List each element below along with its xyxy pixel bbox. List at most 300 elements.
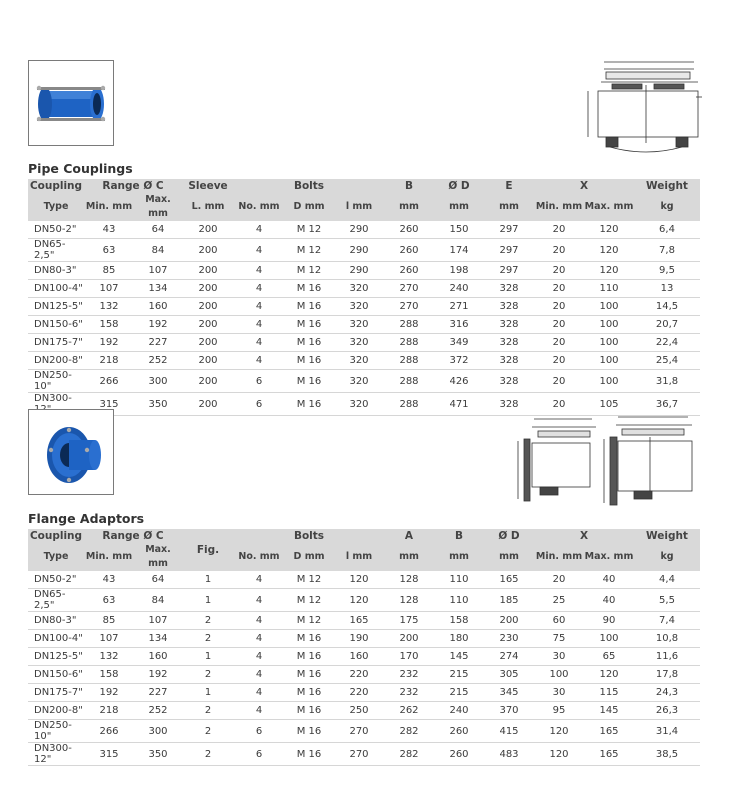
table-cell: 150 (434, 221, 484, 239)
table-cell: 328 (484, 298, 534, 316)
coupling-type-cell: DN65-2,5" (28, 239, 84, 262)
coupling-type-cell: DN80-3" (28, 612, 84, 630)
table-cell: 1 (182, 589, 234, 612)
pipe-coupling-photo (28, 60, 114, 146)
table-cell: 158 (434, 612, 484, 630)
table-cell: 328 (484, 316, 534, 334)
table-cell: 165 (334, 612, 384, 630)
table-cell: M 16 (284, 684, 334, 702)
th-x: X (534, 179, 634, 193)
table-cell: 63 (84, 239, 134, 262)
flange-adaptor-drawing (510, 411, 706, 523)
table-cell: 192 (134, 666, 182, 684)
table-row (28, 370, 700, 393)
table-cell: M 16 (284, 370, 334, 393)
pipe-coupling-drawing (576, 57, 706, 163)
table-cell: 4 (234, 262, 284, 280)
table-cell: 4 (234, 630, 284, 648)
coupling-type-cell: DN150-6" (28, 666, 84, 684)
coupling-type-cell: DN175-7" (28, 334, 84, 352)
th-b: B (434, 529, 484, 543)
table-cell: 274 (484, 648, 534, 666)
table-cell: 20 (534, 334, 584, 352)
table-cell: 345 (484, 684, 534, 702)
table-cell: 282 (384, 743, 434, 766)
table-cell: 25,4 (634, 352, 700, 370)
subheader-cell: mm (434, 543, 484, 571)
table-row (28, 702, 700, 720)
table-cell: 25 (534, 589, 584, 612)
flange-adaptors-table (28, 529, 700, 766)
table-cell: 120 (584, 221, 634, 239)
table-cell: 316 (434, 316, 484, 334)
table-cell: 266 (84, 720, 134, 743)
table-cell: 65 (584, 648, 634, 666)
table-cell: 64 (134, 571, 182, 589)
table-cell: 132 (84, 648, 134, 666)
subheader-cell: mm (384, 543, 434, 571)
table-cell: 43 (84, 571, 134, 589)
table-cell: 110 (584, 280, 634, 298)
table-cell: 145 (584, 702, 634, 720)
table-row (28, 630, 700, 648)
subheader-cell: Type (28, 193, 84, 221)
table-body (28, 221, 700, 416)
table-cell: 4 (234, 280, 284, 298)
table-cell: 22,4 (634, 334, 700, 352)
table-cell: 4 (234, 571, 284, 589)
table-cell: 84 (134, 239, 182, 262)
table-cell: 120 (534, 743, 584, 766)
subheader-cell: D mm (284, 543, 334, 571)
table-cell: 36,7 (634, 393, 700, 416)
table-cell: 174 (434, 239, 484, 262)
table-cell: 266 (84, 370, 134, 393)
table-cell: 1 (182, 684, 234, 702)
coupling-type-cell: DN250-10" (28, 720, 84, 743)
th-range-c: Range Ø C (84, 179, 182, 193)
section-title-flange-adaptors: Flange Adaptors (28, 511, 145, 526)
th-d: Ø D (484, 529, 534, 543)
table-cell: 6 (234, 370, 284, 393)
table-cell: 200 (384, 630, 434, 648)
table-cell: 200 (182, 393, 234, 416)
table-cell: 17,8 (634, 666, 700, 684)
th-d: Ø D (434, 179, 484, 193)
table-cell: 4 (234, 666, 284, 684)
table-cell: 350 (134, 743, 182, 766)
table-cell: 297 (484, 221, 534, 239)
th-e: E (484, 179, 534, 193)
table-cell: 200 (182, 334, 234, 352)
table-cell: 160 (334, 648, 384, 666)
table-cell: 349 (434, 334, 484, 352)
table-cell: 471 (434, 393, 484, 416)
table-cell: 260 (384, 221, 434, 239)
table-cell: 220 (334, 666, 384, 684)
coupling-type-cell: DN80-3" (28, 262, 84, 280)
table-cell: 297 (484, 239, 534, 262)
subheader-cell: D mm (284, 193, 334, 221)
table-cell: 110 (434, 589, 484, 612)
coupling-type-cell: DN300-12" (28, 743, 84, 766)
table-cell: 200 (182, 221, 234, 239)
table-cell: M 12 (284, 239, 334, 262)
table-cell: 252 (134, 352, 182, 370)
table-cell: 160 (134, 648, 182, 666)
table-cell: 328 (484, 393, 534, 416)
table-cell: M 16 (284, 630, 334, 648)
flange-adaptor-photo (28, 409, 114, 495)
table-cell: 75 (534, 630, 584, 648)
table-cell: M 16 (284, 666, 334, 684)
subheader-cell: kg (634, 193, 700, 221)
coupling-type-cell: DN65-2,5" (28, 589, 84, 612)
table-cell: 84 (134, 589, 182, 612)
subheader-cell: Type (28, 543, 84, 571)
table-cell: 38,5 (634, 743, 700, 766)
table-cell: 6 (234, 743, 284, 766)
table-cell: M 16 (284, 743, 334, 766)
table-cell: M 12 (284, 262, 334, 280)
table-cell: 270 (334, 720, 384, 743)
table-cell: 288 (384, 334, 434, 352)
table-cell: 220 (334, 684, 384, 702)
table-cell: 320 (334, 298, 384, 316)
table-cell: M 12 (284, 571, 334, 589)
table-cell: 90 (584, 612, 634, 630)
table-cell: 2 (182, 630, 234, 648)
table-cell: 4 (234, 239, 284, 262)
table-cell: 107 (134, 612, 182, 630)
table-cell: M 12 (284, 221, 334, 239)
th-fig: Fig. (182, 529, 234, 571)
table-cell: 288 (384, 316, 434, 334)
table-cell: 107 (84, 630, 134, 648)
table-cell: 4 (234, 702, 284, 720)
table-cell: 185 (484, 589, 534, 612)
table-cell: 2 (182, 666, 234, 684)
th-weight: Weight (634, 529, 700, 543)
table-cell: 85 (84, 262, 134, 280)
subheader-cell: L. mm (182, 193, 234, 221)
table-cell: 20 (534, 262, 584, 280)
table-cell: 300 (134, 370, 182, 393)
table-cell: 120 (334, 589, 384, 612)
table-cell: 5,5 (634, 589, 700, 612)
table-cell: 30 (534, 648, 584, 666)
table-cell: 120 (584, 262, 634, 280)
table-row (28, 352, 700, 370)
table-cell: 270 (384, 280, 434, 298)
table-cell: 4 (234, 352, 284, 370)
subheader-cell: No. mm (234, 193, 284, 221)
table-cell: 290 (334, 221, 384, 239)
table-cell: 290 (334, 239, 384, 262)
table-cell: 4 (234, 298, 284, 316)
table-cell: 100 (534, 666, 584, 684)
th-sleeve: Sleeve (182, 179, 234, 193)
table-cell: 100 (584, 630, 634, 648)
table-cell: 215 (434, 684, 484, 702)
subheader-row (28, 193, 700, 221)
table-row (28, 720, 700, 743)
table-cell: 198 (434, 262, 484, 280)
table-cell: 200 (182, 298, 234, 316)
table-cell: 262 (384, 702, 434, 720)
table-cell: 132 (84, 298, 134, 316)
table-cell: 4 (234, 316, 284, 334)
coupling-type-cell: DN200-8" (28, 352, 84, 370)
table-cell: 120 (584, 666, 634, 684)
table-row (28, 684, 700, 702)
subheader-cell: Max. mm (584, 543, 634, 571)
table-cell: M 16 (284, 316, 334, 334)
th-coupling: Coupling (29, 530, 83, 542)
table-cell: M 16 (284, 352, 334, 370)
table-cell: 4 (234, 648, 284, 666)
table-cell: 230 (484, 630, 534, 648)
table-cell: 297 (484, 262, 534, 280)
table-cell: 120 (534, 720, 584, 743)
table-cell: 483 (484, 743, 534, 766)
table-cell: 218 (84, 702, 134, 720)
th-bolts: Bolts (234, 179, 384, 193)
subheader-cell: Min. mm (84, 193, 134, 221)
table-cell: 11,6 (634, 648, 700, 666)
table-cell: 200 (182, 316, 234, 334)
table-cell: 4 (234, 334, 284, 352)
table-cell: 7,8 (634, 239, 700, 262)
table-cell: 200 (484, 612, 534, 630)
table-cell: 100 (584, 370, 634, 393)
coupling-type-cell: DN200-8" (28, 702, 84, 720)
table-cell: M 16 (284, 280, 334, 298)
table-cell: 305 (484, 666, 534, 684)
coupling-type-cell: DN175-7" (28, 684, 84, 702)
table-cell: 165 (584, 743, 634, 766)
table-cell: 100 (584, 298, 634, 316)
subheader-cell: No. mm (234, 543, 284, 571)
table-cell: M 16 (284, 298, 334, 316)
table-cell: M 16 (284, 720, 334, 743)
table-cell: 145 (434, 648, 484, 666)
table-cell: 7,4 (634, 612, 700, 630)
subheader-cell: Max. mm (584, 193, 634, 221)
subheader-cell: Min. mm (84, 543, 134, 571)
table-row (28, 612, 700, 630)
table-cell: 192 (134, 316, 182, 334)
table-cell: 85 (84, 612, 134, 630)
table-cell: 175 (384, 612, 434, 630)
th-coupling: Coupling (29, 180, 83, 192)
coupling-type-cell: DN300- (28, 393, 84, 416)
table-cell: 165 (484, 571, 534, 589)
table-cell: 315 (84, 393, 134, 416)
th-a: A (384, 529, 434, 543)
table-cell: 232 (384, 666, 434, 684)
table-row (28, 666, 700, 684)
table-cell: 320 (334, 393, 384, 416)
subheader-cell: Max. mm (134, 193, 182, 221)
table-cell: 134 (134, 630, 182, 648)
subheader-cell: Min. mm (534, 193, 584, 221)
table-cell: 1 (182, 648, 234, 666)
section-title-pipe-couplings: Pipe Couplings (28, 161, 133, 176)
table-cell: 13 (634, 280, 700, 298)
pipe-couplings-table (28, 179, 700, 416)
table-cell: 215 (434, 666, 484, 684)
table-cell: 20 (534, 316, 584, 334)
subheader-cell: l mm (334, 193, 384, 221)
table-cell: 110 (434, 571, 484, 589)
table-row (28, 589, 700, 612)
table-cell: 227 (134, 334, 182, 352)
table-cell: 1 (182, 571, 234, 589)
table-cell: 328 (484, 280, 534, 298)
table-cell: 240 (434, 280, 484, 298)
th-range-c: Range Ø C (84, 529, 182, 543)
coupling-type-cell: DN100-4" (28, 630, 84, 648)
table-cell: 10,8 (634, 630, 700, 648)
table-cell: 260 (434, 743, 484, 766)
table-cell: 134 (134, 280, 182, 298)
table-cell: 190 (334, 630, 384, 648)
table-cell: 270 (384, 298, 434, 316)
table-cell: 128 (384, 571, 434, 589)
table-cell: 270 (334, 743, 384, 766)
table-cell: 20 (534, 393, 584, 416)
table-row (28, 280, 700, 298)
table-cell: 282 (384, 720, 434, 743)
table-cell: 426 (434, 370, 484, 393)
table-cell: 6,4 (634, 221, 700, 239)
table-cell: 320 (334, 334, 384, 352)
table-cell: 170 (384, 648, 434, 666)
table-cell: 105 (584, 393, 634, 416)
table-cell: 165 (584, 720, 634, 743)
table-row (28, 298, 700, 316)
th-weight: Weight (634, 179, 700, 193)
table-cell: 260 (384, 262, 434, 280)
table-cell: M 12 (284, 612, 334, 630)
coupling-type-cell: DN100-4" (28, 280, 84, 298)
table-cell: 20 (534, 239, 584, 262)
table-row (28, 743, 700, 766)
table-cell: M 16 (284, 648, 334, 666)
table-cell: 160 (134, 298, 182, 316)
table-cell: 158 (84, 316, 134, 334)
table-cell: 288 (384, 352, 434, 370)
table-cell: 290 (334, 262, 384, 280)
table-cell: 370 (484, 702, 534, 720)
table-cell: 120 (334, 571, 384, 589)
table-cell: 252 (134, 702, 182, 720)
table-cell: 24,3 (634, 684, 700, 702)
table-cell: 350 (134, 393, 182, 416)
table-cell: 320 (334, 316, 384, 334)
subheader-cell: l mm (334, 543, 384, 571)
table-cell: 328 (484, 334, 534, 352)
table-cell: 180 (434, 630, 484, 648)
table-cell: 20 (534, 298, 584, 316)
subheader-cell: mm (384, 193, 434, 221)
table-cell: 260 (384, 239, 434, 262)
table-row (28, 221, 700, 239)
table-cell: 4 (234, 684, 284, 702)
table-cell: 4 (234, 221, 284, 239)
table-cell: 100 (584, 334, 634, 352)
table-cell: M 12 (284, 589, 334, 612)
th-b: B (384, 179, 434, 193)
table-cell: 128 (384, 589, 434, 612)
table-cell: 200 (182, 239, 234, 262)
coupling-type-cell: DN150-6" (28, 316, 84, 334)
table-cell: 2 (182, 743, 234, 766)
table-cell: 218 (84, 352, 134, 370)
table-cell: 260 (434, 720, 484, 743)
coupling-type-cell: DN250-10" (28, 370, 84, 393)
table-cell: 192 (84, 334, 134, 352)
table-cell: 9,5 (634, 262, 700, 280)
table-row (28, 239, 700, 262)
table-cell: 415 (484, 720, 534, 743)
subheader-cell: kg (634, 543, 700, 571)
table-body (28, 571, 700, 766)
table-cell: 200 (182, 352, 234, 370)
table-cell: 300 (134, 720, 182, 743)
table-cell: 4,4 (634, 571, 700, 589)
subheader-cell: Min. mm (534, 543, 584, 571)
th-bolts: Bolts (234, 529, 384, 543)
subheader-cell: Max. mm (134, 543, 182, 571)
subheader-cell: mm (484, 543, 534, 571)
subheader-row (28, 543, 700, 571)
table-cell: 20 (534, 370, 584, 393)
table-row (28, 648, 700, 666)
table-cell: 271 (434, 298, 484, 316)
table-cell: 2 (182, 612, 234, 630)
table-cell: 107 (134, 262, 182, 280)
table-cell: 2 (182, 720, 234, 743)
table-cell: 31,4 (634, 720, 700, 743)
th-x: X (534, 529, 634, 543)
table-cell: 320 (334, 352, 384, 370)
table-cell: 60 (534, 612, 584, 630)
table-cell: 63 (84, 589, 134, 612)
table-cell: 14,5 (634, 298, 700, 316)
table-row (28, 262, 700, 280)
table-cell: 4 (234, 612, 284, 630)
table-cell: M 16 (284, 393, 334, 416)
table-cell: 40 (584, 571, 634, 589)
table-row (28, 316, 700, 334)
table-cell: 4 (234, 589, 284, 612)
table-cell: 100 (584, 352, 634, 370)
table-cell: 20 (534, 280, 584, 298)
table-cell: 26,3 (634, 702, 700, 720)
coupling-type-cell: DN125-5" (28, 298, 84, 316)
table-cell: 250 (334, 702, 384, 720)
table-cell: 115 (584, 684, 634, 702)
coupling-type-cell: DN125-5" (28, 648, 84, 666)
table-cell: 288 (384, 370, 434, 393)
table-cell: 6 (234, 393, 284, 416)
table-cell: 20 (534, 571, 584, 589)
table-row (28, 334, 700, 352)
table-cell: 40 (584, 589, 634, 612)
table-cell: 240 (434, 702, 484, 720)
